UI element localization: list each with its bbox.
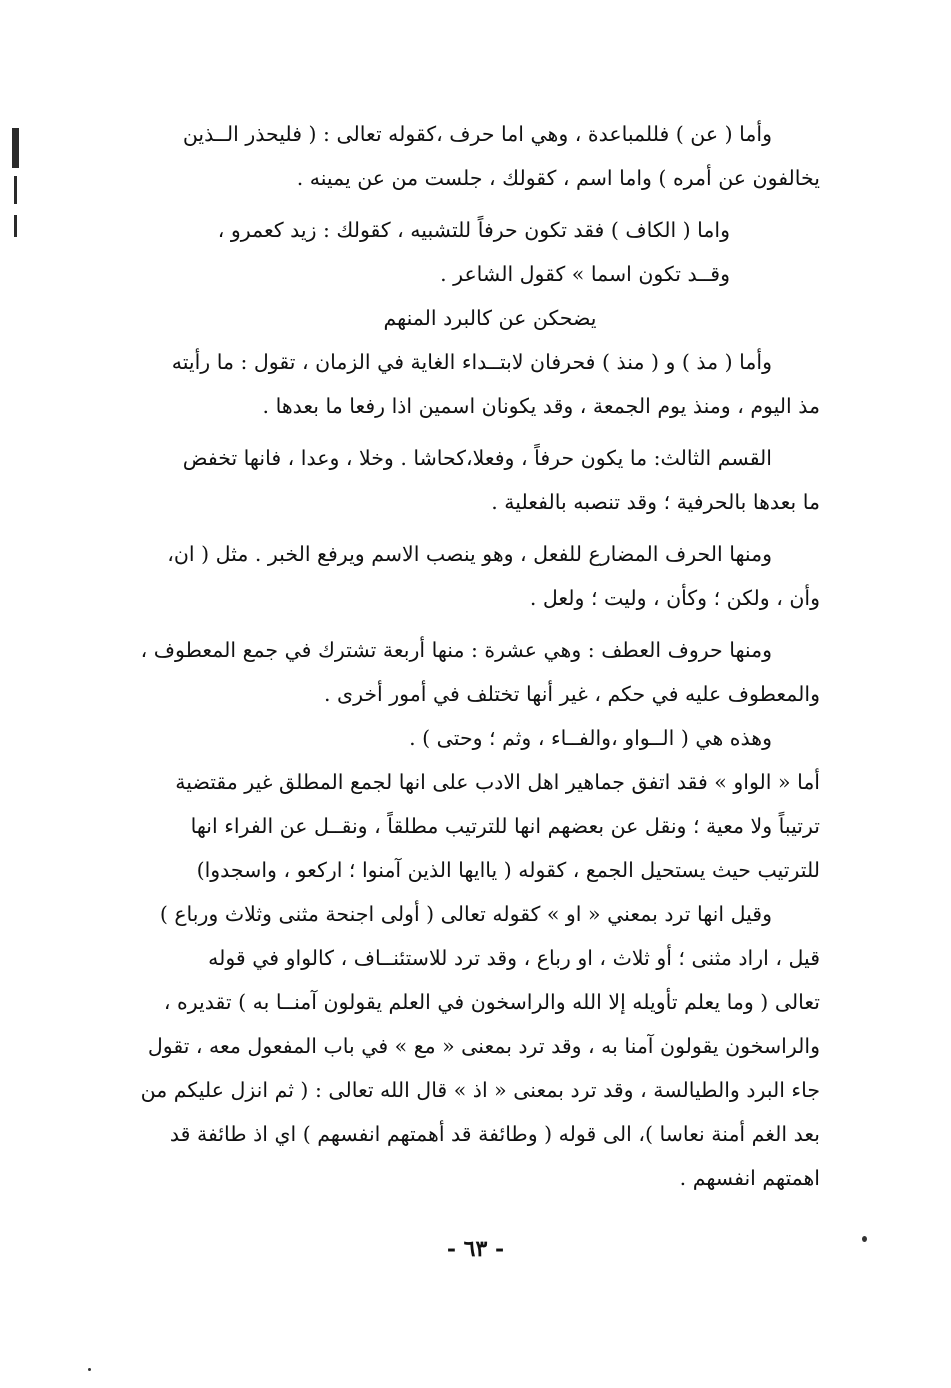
text-line: ترتيباً ولا معية ؛ ونقل عن بعضهم انها للترتيب مطلقاً ، ونقــل عن الفراء انها <box>190 814 820 838</box>
text-line: وهذه هي ( الــواو ،والفــاء ، وثم ؛ وحتى ) . <box>409 726 772 750</box>
text-line: والراسخون يقولون آمنا به ، وقد ترد بمعنى « مع » في باب المفعول معه ، تقول <box>147 1034 820 1058</box>
margin-binding-mark <box>12 128 19 168</box>
text-line: اهمتهم انفسهم . <box>679 1166 820 1190</box>
text-line: يخالفون عن أمره ) واما اسم ، كقولك ، جلست من عن يمينه . <box>296 166 820 190</box>
text-line: ومنها الحرف المضارع للفعل ، وهو ينصب الاسم ويرفع الخبر . مثل ( ان، <box>167 542 772 566</box>
text-line: للترتيب حيث يستحيل الجمع ، كقوله ( ياايها الذين آمنوا ؛ اركعو ، واسجدوا) <box>196 858 820 882</box>
text-line: القسم الثالث: ما يكون حرفاً ، وفعلا،كحاشا . وخلا ، وعدا ، فانها تخفض <box>182 446 772 470</box>
text-line: وقــد تكون اسما » كقول الشاعر . <box>440 262 730 286</box>
text-line: ما بعدها بالحرفية ؛ وقد تنصبه بالفعلية . <box>491 490 820 514</box>
text-line: مذ اليوم ، ومنذ يوم الجمعة ، وقد يكونان اسمين اذا رفعا ما بعدها . <box>262 394 820 418</box>
text-line: تعالى ( وما يعلم تأويله إلا الله والراسخون في العلم يقولون آمنــا به ) تقديره ، <box>163 990 820 1014</box>
text-line: وأن ، ولكن ؛ وكأن ، وليت ؛ ولعل . <box>529 586 820 610</box>
text-line: واما ( الكاف ) فقد تكون حرفاً للتشبيه ، كقولك : زيد كعمرو ، <box>217 218 730 242</box>
text-line: وأما ( مذ ) و ( منذ ) فحرفان لابتــداء الغاية في الزمان ، تقول : ما رأيته <box>171 350 772 374</box>
verse-line: يضحكن عن كالبرد المنهم <box>383 306 597 330</box>
text-line: وقيل انها ترد بمعني « او » كقوله تعالى ( أولى اجنحة مثنى وثلاث ورباع ) <box>159 902 772 926</box>
text-line: والمعطوف عليه في حكم ، غير أنها تختلف في أمور أخرى . <box>324 682 820 706</box>
margin-binding-mark <box>14 176 17 204</box>
text-line: قيل ، اراد مثنى ؛ أو ثلاث ، او رباع ، وقد ترد للاستئنــاف ، كالواو في قوله <box>208 946 820 970</box>
page-text <box>100 112 820 1200</box>
ink-speck <box>88 1368 91 1371</box>
text-line: بعد الغم أمنة نعاسا )، الى قوله ( وطائفة قد أهمتهم انفسهم ) اي اذ طائفة قد <box>169 1122 820 1146</box>
text-line: وأما ( عن ) فللمباعدة ، وهي اما حرف ،كقوله تعالى : ( فليحذر الــذين <box>182 122 772 146</box>
text-line: ومنها حروف العطف : وهي عشرة : منها أربعة تشترك في جمع المعطوف ، <box>140 638 772 662</box>
page-number: - ٦٣ - <box>446 1236 505 1262</box>
text-line: جاء البرد والطيالسة ، وقد ترد بمعنى « اذ » قال الله تعالى : ( ثم انزل عليكم من <box>140 1078 820 1102</box>
text-line: أما « الواو » فقد اتفق جماهير اهل الادب على انها لجمع المطلق غير مقتضية <box>175 770 820 794</box>
margin-binding-mark <box>14 215 17 237</box>
